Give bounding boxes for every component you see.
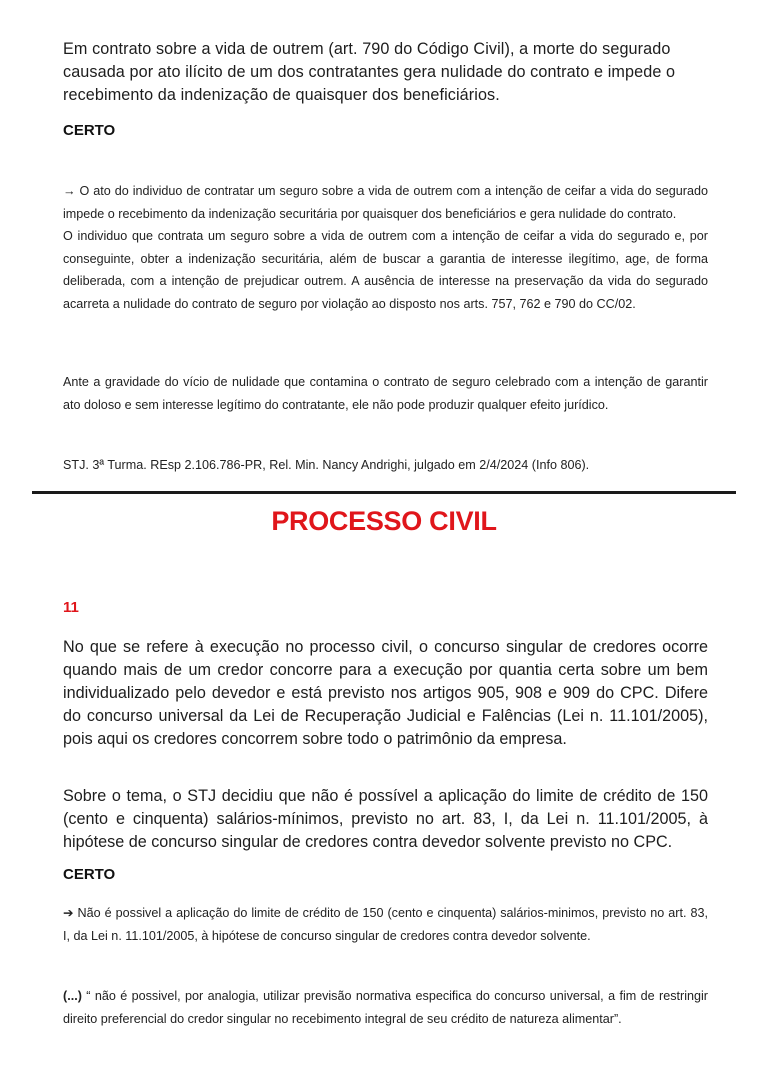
answer-label: CERTO [63,866,116,883]
explanation-paragraph: O individuo que contrata um seguro sobre a vida de outrem com a intenção de ceifar a vida do segurado e, por conseguinte, obter a indenização securitária, além de buscar a garantia de interesse ilegítimo, age, de forma deliberada, com a intenção de prejudicar outrem. A ausência de interesse na preservação da vida do segurado acarreta a nulidade do contrato de seguro por violação ao disposto nos arts. 757, 762 e 790 do CC/02. [63,229,708,311]
explanation-text: “ não é possivel, por analogia, utilizar previsão normativa especifica do concurso universal, a fim de restringir direito preferencial do credor singular no recebimento integral de seu crédito de natureza alimentar”. [63,989,708,1026]
question-number: 11 [63,599,79,616]
explanation-paragraph: → O ato do individuo de contratar um seguro sobre a vida de outrem com a intenção de ceifar a vida do segurado impede o recebimento da indenização securitária por quaisquer dos beneficiários e gera nulidade do contrato. [63,184,708,221]
explanation-paragraph: Ante a gravidade do vício de nulidade que contamina o contrato de seguro celebrado com a intenção de garantir ato doloso e sem interesse legítimo do contratante, ele não pode produzir qualquer efeito jurídico. [63,375,708,412]
statement-paragraph: Sobre o tema, o STJ decidiu que não é possível a aplicação do limite de crédito de 150 (cento e cinquenta) salários-mínimos, previsto no art. 83, I, da Lei n. 11.101/2005, à hipótese de concurso singular de credores contra devedor solvente previsto no CPC. [63,787,708,851]
explanation-text: Não é possivel a aplicação do limite de crédito de 150 (cento e cinquenta) salários-minimos, previsto no art. 83, I, da Lei n. 11.101/2005, à hipótese de concurso singular de credores contra devedor solvente. [63,906,708,943]
explanation-block [63,371,708,416]
explanation-paragraph [63,902,708,947]
question-statement [63,636,708,751]
citation [63,454,708,477]
explanation-block [63,180,708,316]
explanation-block [63,985,708,1030]
section-title: PROCESSO CIVIL [271,506,497,536]
section-divider [32,491,736,494]
ellipsis-marker: (...) [63,989,82,1003]
explanation-block [63,902,708,947]
question-statement: Em contrato sobre a vida de outrem (art. 790 do Código Civil), a morte do segurado causada por ato ilícito de um dos contratantes gera nulidade do contrato e impede o recebimento da indenização de quaisquer dos beneficiários. [63,40,676,104]
citation-text: STJ. 3ª Turma. REsp 2.106.786-PR, Rel. Min. Nancy Andrighi, julgado em 2/4/2024 (Info 806). [63,458,590,472]
statement-paragraph: No que se refere à execução no processo civil, o concurso singular de credores ocorre quando mais de um credor concorre para a execução por quantia certa sobre um bem individualizado pelo devedor e está previsto nos artigos 905, 908 e 909 do CPC. Difere do concurso universal da Lei de Recuperação Judicial e Falências (Lei n. 11.101/2005), pois aqui os credores concorrem sobre todo o patrimônio da empresa. [63,638,708,748]
answer-label: CERTO [63,122,116,139]
arrow-icon: ➔ [63,906,74,920]
question-statement [63,785,708,854]
explanation-paragraph [63,985,708,1030]
